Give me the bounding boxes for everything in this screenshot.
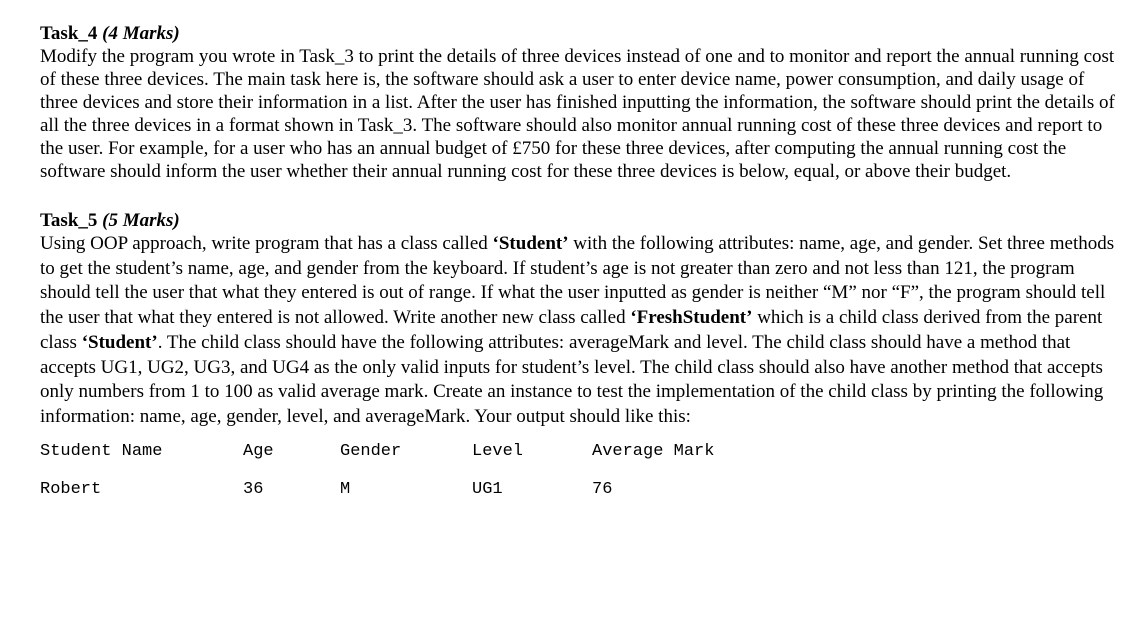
sample-output-table [40, 442, 1115, 502]
parent-class-name: ‘Student’ [81, 331, 158, 353]
task-5-heading [40, 209, 1115, 232]
cell-average-mark: 76 [592, 479, 613, 499]
task-4-marks: (4 Marks) [102, 23, 180, 44]
cell-level: UG1 [472, 479, 503, 499]
task-4-title: Task_4 [40, 23, 98, 44]
task-5-marks: (5 Marks) [102, 210, 180, 231]
cell-student-name: Robert [40, 479, 102, 499]
fresh-student-class-name: ‘FreshStudent’ [630, 307, 753, 329]
task-4-section [40, 22, 1115, 183]
task-5-body-part-2: with the following attributes: name, age, and gender. Set three methods to get the student’s name, age, and gender from the keyboard. If student’s age is not greater than zero and not less than 121, the program should tell the user that what they entered is out of range. If what the user inputted as gender is neither “M” nor “F”, the program should tell the user that what they entered is not allowed. Write another new class called [40, 233, 1115, 329]
task-5-body [40, 232, 1115, 430]
header-age: Age [243, 441, 274, 461]
output-data-row [40, 480, 1115, 500]
student-class-name: ‘Student’ [492, 233, 569, 254]
cell-gender: M [340, 479, 351, 499]
header-average-mark: Average Mark [592, 441, 715, 461]
task-5-title: Task_5 [40, 210, 98, 231]
task-5-section [40, 209, 1115, 502]
cell-age: 36 [243, 479, 264, 499]
task-4-heading [40, 22, 1115, 45]
task-5-body-part-1: Using OOP approach, write program that has a class called [40, 233, 493, 254]
document-page [40, 22, 1115, 502]
header-student-name: Student Name [40, 441, 163, 461]
header-level: Level [472, 441, 524, 461]
header-gender: Gender [340, 441, 402, 461]
task-4-body: Modify the program you wrote in Task_3 to print the details of three devices instead of one and to monitor and report the annual running cost of these three devices. The main task here is, the software should ask a user to enter device name, power consumption, and daily usage of three devices and store their information in a list. After the user has finished inputting the information, the software should print the details of all the three devices in a format shown in Task_3. The software should also monitor annual running cost of these three devices and report to the user. For example, for a user who has an annual budget of £750 for these three devices, after computing the annual running cost the software should inform the user whether their annual running cost for these three devices is below, equal, or above their budget. [40, 46, 1115, 182]
output-header-row [40, 442, 1115, 462]
task-5-body-part-4: . The child class should have the following attributes: averageMark and level. The child class should have a method that accepts UG1, UG2, UG3, and UG4 as the only valid inputs for student’s level. The child class should also have another method that accepts only numbers from 1 to 100 as valid average mark. Create an instance to test the implementation of the child class by printing the following information: name, age, gender, level, and averageMark. Your output should like this: [40, 331, 1104, 427]
task-5-body-part-3: which is a child class derived from the parent class [40, 307, 1103, 353]
